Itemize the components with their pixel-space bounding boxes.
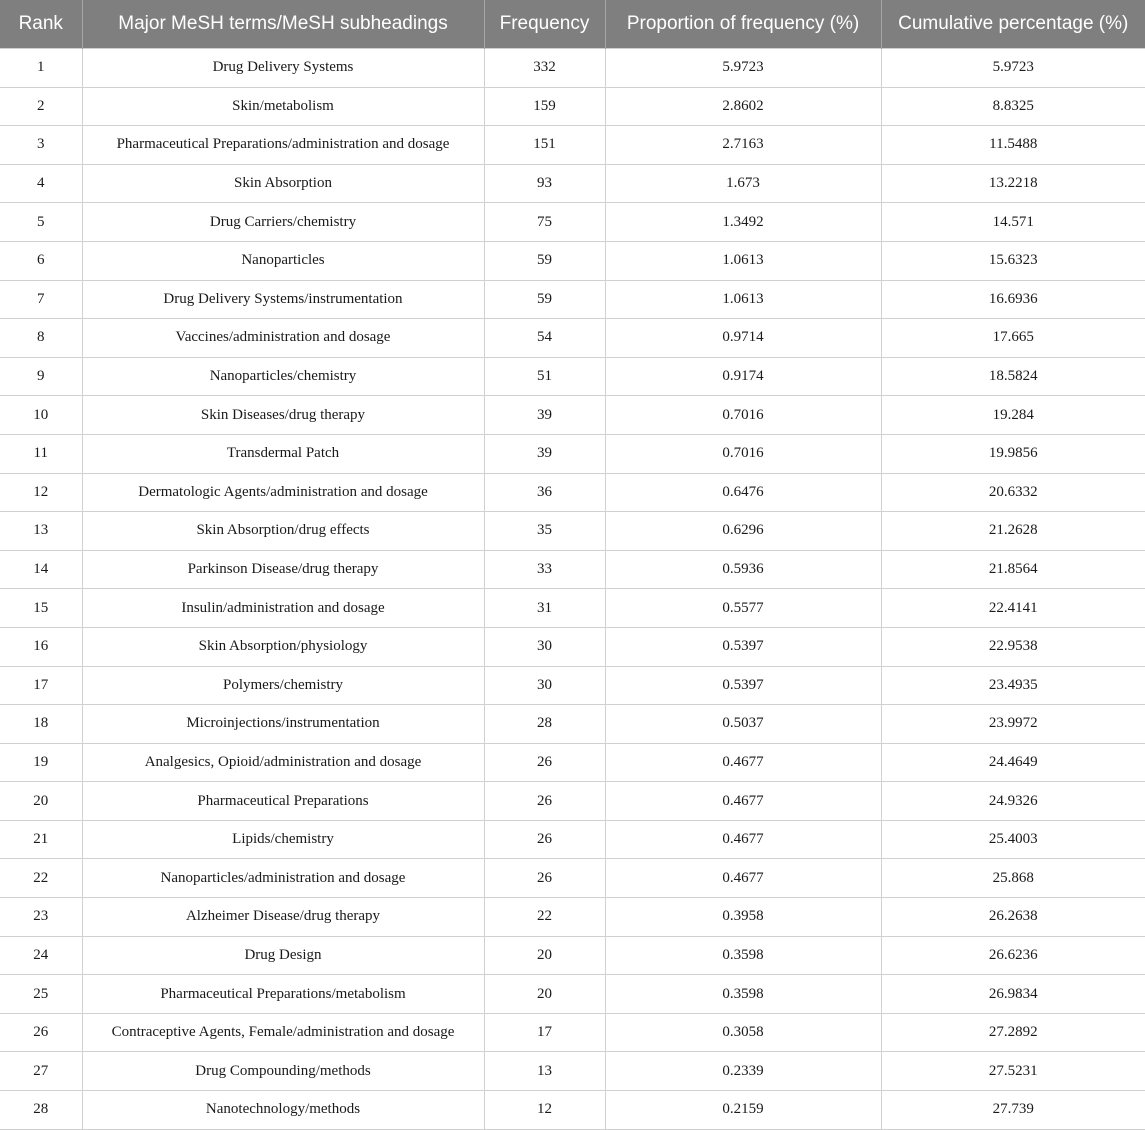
table-row xyxy=(0,898,1145,937)
cell-cumulative: 16.6936 xyxy=(881,280,1145,319)
cell-mesh-term: Drug Carriers/chemistry xyxy=(82,203,484,242)
cell-cumulative: 25.868 xyxy=(881,859,1145,898)
cell-cumulative: 21.8564 xyxy=(881,550,1145,589)
cell-rank: 11 xyxy=(0,434,82,473)
cell-cumulative: 5.9723 xyxy=(881,49,1145,88)
cell-frequency: 59 xyxy=(484,241,605,280)
cell-cumulative: 20.6332 xyxy=(881,473,1145,512)
cell-cumulative: 22.9538 xyxy=(881,627,1145,666)
cell-frequency: 35 xyxy=(484,512,605,551)
cell-rank: 28 xyxy=(0,1091,82,1130)
cell-proportion: 0.9714 xyxy=(605,319,881,358)
table-row xyxy=(0,782,1145,821)
cell-rank: 12 xyxy=(0,473,82,512)
cell-frequency: 26 xyxy=(484,820,605,859)
cell-mesh-term: Vaccines/administration and dosage xyxy=(82,319,484,358)
cell-frequency: 26 xyxy=(484,782,605,821)
cell-cumulative: 26.2638 xyxy=(881,898,1145,937)
cell-frequency: 22 xyxy=(484,898,605,937)
cell-rank: 5 xyxy=(0,203,82,242)
cell-frequency: 30 xyxy=(484,627,605,666)
cell-rank: 4 xyxy=(0,164,82,203)
cell-cumulative: 23.9972 xyxy=(881,705,1145,744)
table-row xyxy=(0,512,1145,551)
cell-frequency: 75 xyxy=(484,203,605,242)
cell-proportion: 0.3598 xyxy=(605,936,881,975)
table-row xyxy=(0,820,1145,859)
cell-proportion: 0.5397 xyxy=(605,666,881,705)
cell-proportion: 0.5936 xyxy=(605,550,881,589)
header-row xyxy=(0,0,1145,49)
cell-mesh-term: Drug Delivery Systems/instrumentation xyxy=(82,280,484,319)
cell-rank: 25 xyxy=(0,975,82,1014)
cell-proportion: 2.7163 xyxy=(605,126,881,165)
cell-frequency: 54 xyxy=(484,319,605,358)
header-frequency: Frequency xyxy=(484,0,605,49)
table-row xyxy=(0,1091,1145,1130)
cell-rank: 14 xyxy=(0,550,82,589)
table-body xyxy=(0,49,1145,1130)
cell-mesh-term: Nanoparticles/administration and dosage xyxy=(82,859,484,898)
table-row xyxy=(0,241,1145,280)
table-row xyxy=(0,936,1145,975)
table-row xyxy=(0,49,1145,88)
cell-mesh-term: Nanoparticles xyxy=(82,241,484,280)
header-rank: Rank xyxy=(0,0,82,49)
cell-cumulative: 14.571 xyxy=(881,203,1145,242)
cell-mesh-term: Pharmaceutical Preparations/administration and dosage xyxy=(82,126,484,165)
cell-cumulative: 19.9856 xyxy=(881,434,1145,473)
cell-frequency: 36 xyxy=(484,473,605,512)
cell-proportion: 0.7016 xyxy=(605,396,881,435)
cell-rank: 16 xyxy=(0,627,82,666)
table-row xyxy=(0,589,1145,628)
cell-cumulative: 18.5824 xyxy=(881,357,1145,396)
cell-mesh-term: Microinjections/instrumentation xyxy=(82,705,484,744)
table-row xyxy=(0,126,1145,165)
cell-proportion: 0.6296 xyxy=(605,512,881,551)
cell-proportion: 1.673 xyxy=(605,164,881,203)
cell-mesh-term: Transdermal Patch xyxy=(82,434,484,473)
cell-frequency: 28 xyxy=(484,705,605,744)
table-row xyxy=(0,203,1145,242)
cell-frequency: 39 xyxy=(484,434,605,473)
cell-cumulative: 27.2892 xyxy=(881,1013,1145,1052)
cell-mesh-term: Skin Absorption/drug effects xyxy=(82,512,484,551)
cell-rank: 22 xyxy=(0,859,82,898)
cell-rank: 1 xyxy=(0,49,82,88)
cell-mesh-term: Pharmaceutical Preparations/metabolism xyxy=(82,975,484,1014)
cell-rank: 13 xyxy=(0,512,82,551)
cell-rank: 18 xyxy=(0,705,82,744)
cell-proportion: 1.3492 xyxy=(605,203,881,242)
table-row xyxy=(0,280,1145,319)
cell-proportion: 2.8602 xyxy=(605,87,881,126)
cell-rank: 27 xyxy=(0,1052,82,1091)
cell-mesh-term: Drug Design xyxy=(82,936,484,975)
cell-frequency: 26 xyxy=(484,743,605,782)
cell-proportion: 0.4677 xyxy=(605,859,881,898)
cell-rank: 10 xyxy=(0,396,82,435)
cell-rank: 7 xyxy=(0,280,82,319)
cell-cumulative: 15.6323 xyxy=(881,241,1145,280)
cell-frequency: 51 xyxy=(484,357,605,396)
cell-proportion: 0.4677 xyxy=(605,743,881,782)
cell-rank: 23 xyxy=(0,898,82,937)
table-row xyxy=(0,705,1145,744)
cell-frequency: 39 xyxy=(484,396,605,435)
cell-proportion: 0.4677 xyxy=(605,820,881,859)
cell-rank: 8 xyxy=(0,319,82,358)
cell-mesh-term: Analgesics, Opioid/administration and dosage xyxy=(82,743,484,782)
cell-cumulative: 11.5488 xyxy=(881,126,1145,165)
header-mesh-term: Major MeSH terms/MeSH subheadings xyxy=(82,0,484,49)
cell-mesh-term: Skin/metabolism xyxy=(82,87,484,126)
cell-cumulative: 17.665 xyxy=(881,319,1145,358)
cell-mesh-term: Alzheimer Disease/drug therapy xyxy=(82,898,484,937)
header-cumulative: Cumulative percentage (%) xyxy=(881,0,1145,49)
cell-mesh-term: Nanoparticles/chemistry xyxy=(82,357,484,396)
cell-proportion: 0.3058 xyxy=(605,1013,881,1052)
cell-proportion: 0.5037 xyxy=(605,705,881,744)
cell-proportion: 0.5577 xyxy=(605,589,881,628)
cell-proportion: 5.9723 xyxy=(605,49,881,88)
cell-rank: 6 xyxy=(0,241,82,280)
cell-cumulative: 27.5231 xyxy=(881,1052,1145,1091)
cell-frequency: 30 xyxy=(484,666,605,705)
cell-frequency: 12 xyxy=(484,1091,605,1130)
cell-cumulative: 24.4649 xyxy=(881,743,1145,782)
cell-cumulative: 22.4141 xyxy=(881,589,1145,628)
table-row xyxy=(0,164,1145,203)
cell-frequency: 332 xyxy=(484,49,605,88)
cell-proportion: 1.0613 xyxy=(605,241,881,280)
cell-rank: 15 xyxy=(0,589,82,628)
cell-mesh-term: Polymers/chemistry xyxy=(82,666,484,705)
cell-mesh-term: Lipids/chemistry xyxy=(82,820,484,859)
table-row xyxy=(0,550,1145,589)
cell-proportion: 0.2159 xyxy=(605,1091,881,1130)
cell-cumulative: 8.8325 xyxy=(881,87,1145,126)
table-row xyxy=(0,975,1145,1014)
cell-frequency: 20 xyxy=(484,936,605,975)
cell-proportion: 0.4677 xyxy=(605,782,881,821)
table-row xyxy=(0,473,1145,512)
table-row xyxy=(0,87,1145,126)
table-row xyxy=(0,743,1145,782)
cell-rank: 17 xyxy=(0,666,82,705)
table-row xyxy=(0,1052,1145,1091)
cell-frequency: 26 xyxy=(484,859,605,898)
cell-proportion: 0.3958 xyxy=(605,898,881,937)
cell-cumulative: 27.739 xyxy=(881,1091,1145,1130)
cell-frequency: 31 xyxy=(484,589,605,628)
cell-frequency: 151 xyxy=(484,126,605,165)
cell-mesh-term: Skin Absorption/physiology xyxy=(82,627,484,666)
table-row xyxy=(0,357,1145,396)
cell-frequency: 20 xyxy=(484,975,605,1014)
cell-mesh-term: Skin Diseases/drug therapy xyxy=(82,396,484,435)
cell-frequency: 13 xyxy=(484,1052,605,1091)
cell-proportion: 1.0613 xyxy=(605,280,881,319)
cell-mesh-term: Insulin/administration and dosage xyxy=(82,589,484,628)
cell-cumulative: 26.6236 xyxy=(881,936,1145,975)
cell-cumulative: 23.4935 xyxy=(881,666,1145,705)
cell-rank: 21 xyxy=(0,820,82,859)
cell-cumulative: 25.4003 xyxy=(881,820,1145,859)
cell-cumulative: 19.284 xyxy=(881,396,1145,435)
table-row xyxy=(0,1013,1145,1052)
cell-rank: 26 xyxy=(0,1013,82,1052)
cell-proportion: 0.9174 xyxy=(605,357,881,396)
cell-mesh-term: Drug Compounding/methods xyxy=(82,1052,484,1091)
table-row xyxy=(0,319,1145,358)
table-header xyxy=(0,0,1145,49)
table-row xyxy=(0,859,1145,898)
cell-mesh-term: Contraceptive Agents, Female/administration and dosage xyxy=(82,1013,484,1052)
cell-frequency: 33 xyxy=(484,550,605,589)
cell-proportion: 0.6476 xyxy=(605,473,881,512)
cell-cumulative: 13.2218 xyxy=(881,164,1145,203)
cell-rank: 19 xyxy=(0,743,82,782)
cell-mesh-term: Parkinson Disease/drug therapy xyxy=(82,550,484,589)
table-row xyxy=(0,666,1145,705)
cell-mesh-term: Drug Delivery Systems xyxy=(82,49,484,88)
cell-cumulative: 24.9326 xyxy=(881,782,1145,821)
cell-mesh-term: Pharmaceutical Preparations xyxy=(82,782,484,821)
cell-frequency: 159 xyxy=(484,87,605,126)
cell-mesh-term: Nanotechnology/methods xyxy=(82,1091,484,1130)
cell-frequency: 59 xyxy=(484,280,605,319)
table-row xyxy=(0,434,1145,473)
cell-frequency: 93 xyxy=(484,164,605,203)
cell-rank: 2 xyxy=(0,87,82,126)
cell-proportion: 0.2339 xyxy=(605,1052,881,1091)
table-row xyxy=(0,627,1145,666)
cell-cumulative: 26.9834 xyxy=(881,975,1145,1014)
cell-rank: 24 xyxy=(0,936,82,975)
cell-proportion: 0.7016 xyxy=(605,434,881,473)
cell-mesh-term: Skin Absorption xyxy=(82,164,484,203)
cell-frequency: 17 xyxy=(484,1013,605,1052)
cell-mesh-term: Dermatologic Agents/administration and dosage xyxy=(82,473,484,512)
header-proportion: Proportion of frequency (%) xyxy=(605,0,881,49)
cell-rank: 9 xyxy=(0,357,82,396)
cell-proportion: 0.3598 xyxy=(605,975,881,1014)
cell-rank: 20 xyxy=(0,782,82,821)
cell-rank: 3 xyxy=(0,126,82,165)
cell-cumulative: 21.2628 xyxy=(881,512,1145,551)
table-row xyxy=(0,396,1145,435)
cell-proportion: 0.5397 xyxy=(605,627,881,666)
